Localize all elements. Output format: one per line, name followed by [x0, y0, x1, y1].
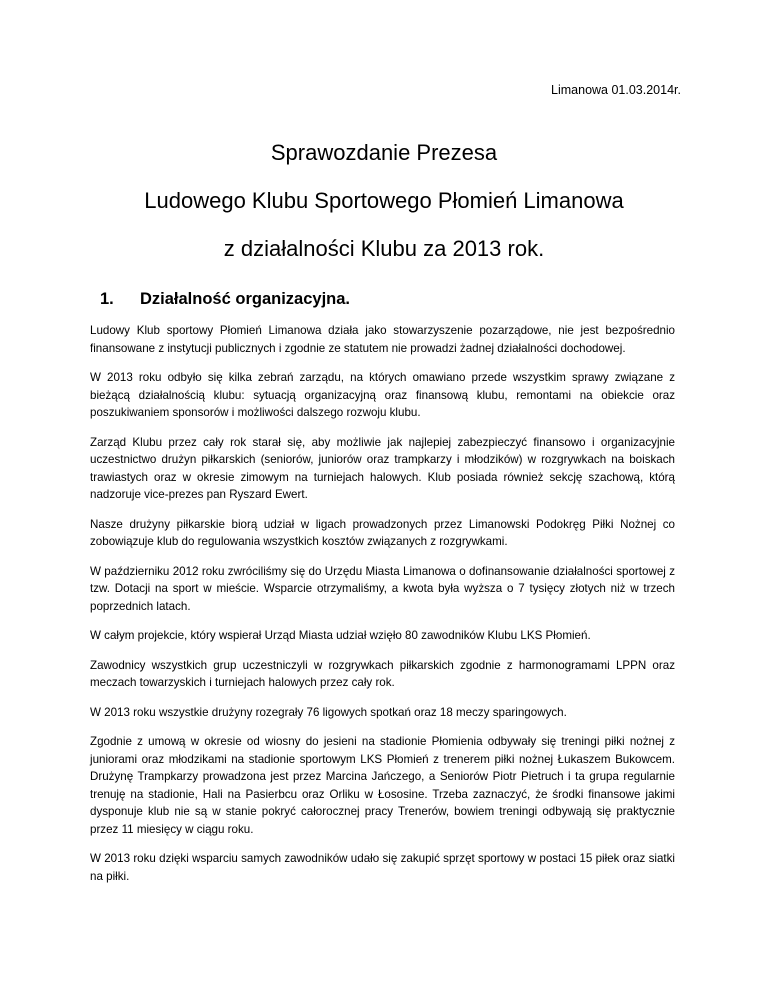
- document-date: Limanowa 01.03.2014r.: [551, 83, 681, 97]
- section-heading: [100, 290, 350, 309]
- paragraph: Ludowy Klub sportowy Płomień Limanowa działa jako stowarzyszenie pozarządowe, nie jest bezpośrednio finansowane z instytucji publicznych i zgodnie ze statutem nie prowadzi żadnej działalności dochodowej.: [90, 324, 675, 355]
- section-number: 1.: [100, 290, 114, 308]
- section-heading-text: Działalność organizacyjna.: [140, 290, 350, 308]
- paragraph: W całym projekcie, który wspierał Urząd Miasta udział wzięło 80 zawodników Klubu LKS Płomień.: [90, 629, 591, 642]
- document-title: [0, 142, 768, 286]
- title-line-1: Sprawozdanie Prezesa: [270, 140, 498, 165]
- paragraph: W październiku 2012 roku zwróciliśmy się do Urzędu Miasta Limanowa o dofinansowanie działalności sportowej z tzw. Dotacji na sport w mieście. Wsparcie otrzymaliśmy, a kwota była wyższa o 7 tysięcy złotych niż w trzech poprzednich latach.: [90, 564, 675, 613]
- body-text: [90, 322, 675, 897]
- paragraph: Zawodnicy wszystkich grup uczestniczyli w rozgrywkach piłkarskich zgodnie z harmonogramami LPPN oraz meczach towarzyskich i turniejach halowych przez cały rok.: [90, 658, 675, 689]
- paragraph: Zarząd Klubu przez cały rok starał się, aby możliwie jak najlepiej zabezpieczyć finansowo i organizacyjnie uczestnictwo drużyn piłkarskich (seniorów, juniorów oraz trampkarzy i młodzików) w rozgrywkach na boiskach trawiastych oraz w okresie zimowym na turniejach halowych. Klub posiada również sekcję szachową, którą nadzoruje vice-prezes pan Ryszard Ewert.: [90, 435, 675, 501]
- paragraph: W 2013 roku wszystkie drużyny rozegrały 76 ligowych spotkań oraz 18 meczy sparingowych.: [90, 705, 567, 719]
- paragraph: Nasze drużyny piłkarskie biorą udział w ligach prowadzonych przez Limanowski Podokręg Piłki Nożnej co zobowiązuje klub do regulowania wszystkich kosztów związanych z rozgrywkami.: [90, 517, 675, 548]
- paragraph: W 2013 roku odbyło się kilka zebrań zarządu, na których omawiano przede wszystkim sprawy związane z bieżącą działalnością klubu: sytuacją organizacyjną oraz finansową klubu, remontami na obiekcie oraz poszukiwaniem sponsorów i możliwości dalszego rozwoju klubu.: [90, 371, 675, 419]
- title-line-3: z działalności Klubu za 2013 rok.: [223, 236, 545, 261]
- paragraph: Zgodnie z umową w okresie od wiosny do jesieni na stadionie Płomienia odbywały się treningi piłki nożnej z juniorami oraz młodzikami na stadionie sportowym LKS Płomień z trenerem piłki nożnej Łukaszem Bukowcem. Drużynę Trampkarzy prowadzona jest przez Marcina Jańczego, a Seniorów Piotr Pietruch i ta grupa regularnie trenuję na stadionie, Hali na Pasierbcu oraz Orliku w Łososine. Trzeba zaznaczyć, że środki finansowe jakimi dysponuje klub nie są w stanie pokryć całorocznej pracy Trenerów, bowiem treningi odbywają się praktycznie przez 11 miesięcy w ciągu roku.: [90, 735, 675, 836]
- paragraph: W 2013 roku dzięki wsparciu samych zawodników udało się zakupić sprzęt sportowy w postaci 15 piłek oraz siatki na piłki.: [90, 852, 675, 883]
- title-line-2: Ludowego Klubu Sportowego Płomień Limanowa: [144, 188, 624, 213]
